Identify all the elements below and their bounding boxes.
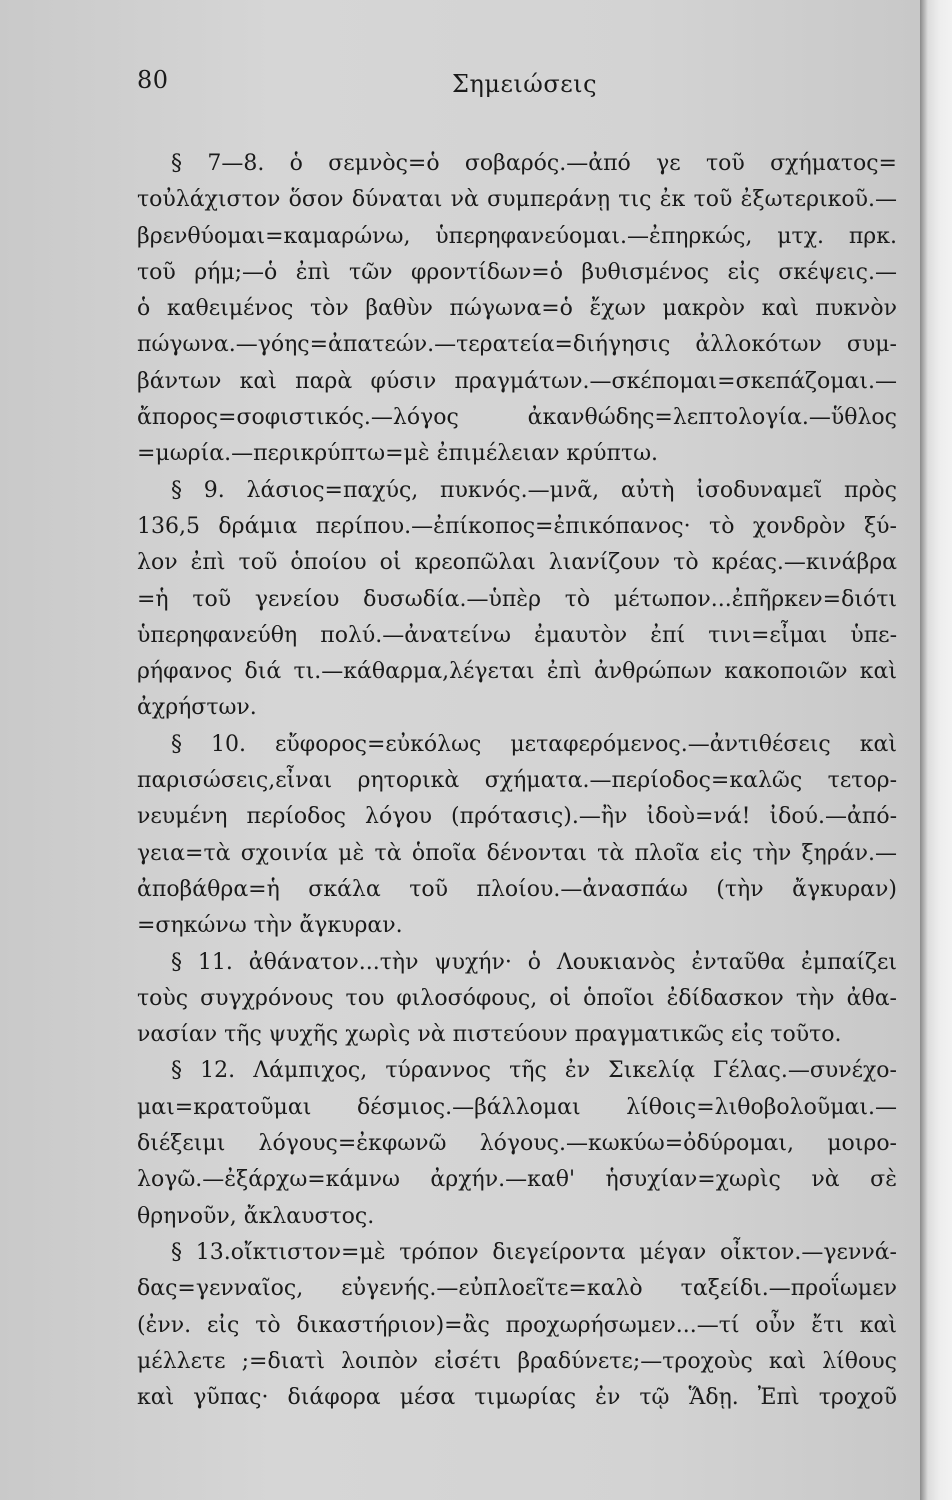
text-line: τοὺς συγχρόνους του φιλοσόφους, οἱ ὁποῖοι ἐδίδασκον τὴν ἀθα-: [137, 985, 897, 1011]
text-line: τοῦ ρήμ;—ὁ ἐπὶ τῶν φροντίδων=ὁ βυθισμένος εἰς σκέψεις.—: [137, 259, 897, 285]
notes-body: [137, 146, 897, 1416]
text-line: λογῶ.—ἐξάρχω=κάμνω ἀρχήν.—καθ' ἡσυχίαν=χωρὶς νὰ σὲ: [137, 1167, 897, 1193]
text-line: νευμένη περίοδος λόγου (πρότασις).—ἢν ἰδοὺ=νά! ἰδού.—ἀπό-: [137, 804, 897, 830]
page-number: 80: [137, 66, 169, 94]
text-line: ὑπερηφανεύθη πολύ.—ἀνατείνω ἐμαυτὸν ἐπί τινι=εἶμαι ὑπε-: [137, 622, 897, 648]
text-line: =μωρία.—περικρύπτω=μὲ ἐπιμέλειαν κρύπτω.: [137, 441, 659, 467]
text-line: ὁ καθειμένος τὸν βαθὺν πώγωνα=ὁ ἔχων μακρὸν καὶ πυκνὸν: [137, 296, 897, 322]
text-line: § 12. Λάμπιχος, τύραννος τῆς ἐν Σικελίᾳ Γέλας.—συνέχο-: [171, 1058, 897, 1084]
text-line: =ἡ τοῦ γενείου δυσωδία.—ὑπὲρ τὸ μέτωπον...ἐπῆρκεν=διότι: [137, 586, 897, 612]
text-line: μέλλετε ;=διατὶ λοιπὸν εἰσέτι βραδύνετε;—τροχοὺς καὶ λίθους: [137, 1348, 897, 1374]
text-line: 136,5 δράμια περίπου.—ἐπίκοπος=ἐπικόπανος· τὸ χονδρὸν ξύ-: [137, 513, 897, 539]
text-line: παρισώσεις,εἶναι ρητορικὰ σχήματα.—περίοδος=καλῶς τετορ-: [137, 768, 897, 794]
text-line: λον ἐπὶ τοῦ ὁποίου οἱ κρεοπῶλαι λιανίζουν τὸ κρέας.—κινάβρα: [137, 550, 897, 576]
text-line: ἄπορος=σοφιστικός.—λόγος ἀκανθώδης=λεπτολογία.—ὕθλος: [137, 405, 897, 431]
text-line: διέξειμι λόγους=ἐκφωνῶ λόγους.—κωκύω=ὀδύρομαι, μοιρο-: [137, 1131, 897, 1157]
text-line: τοὐλάχιστον ὅσον δύναται νὰ συμπεράνῃ τις ἐκ τοῦ ἐξωτερικοῦ.—: [137, 187, 897, 213]
text-line: § 7—8. ὁ σεμνὸς=ὁ σοβαρός.—ἀπό γε τοῦ σχήματος=: [171, 151, 897, 176]
text-line: θρηνοῦν, ἄκλαυστος.: [137, 1203, 375, 1229]
text-line: καὶ γῦπας· διάφορα μέσα τιμωρίας ἐν τῷ Ἅδῃ. Ἐπὶ τροχοῦ: [137, 1385, 897, 1411]
running-title: Σημειώσεις: [452, 70, 598, 98]
text-line: πώγωνα.—γόης=ἀπατεών.—τερατεία=διήγησις ἀλλοκότων συμ-: [137, 332, 897, 358]
text-line: (ἐνν. εἰς τὸ δικαστήριον)=ἂς προχωρήσωμεν...—τί οὖν ἔτι καὶ: [137, 1312, 897, 1338]
text-line: § 13.οἴκτιστον=μὲ τρόπον διεγείροντα μέγαν οἶκτον.—γεννά-: [171, 1239, 897, 1265]
text-line: βάντων καὶ παρὰ φύσιν πραγμάτων.—σκέπομαι=σκεπάζομαι.—: [137, 368, 897, 394]
text-line: μαι=κρατοῦμαι δέσμιος.—βάλλομαι λίθοις=λιθοβολοῦμαι.—: [137, 1094, 897, 1120]
text-line: § 9. λάσιος=παχύς, πυκνός.—μνᾶ, αὐτὴ ἰσοδυναμεῖ πρὸς: [171, 477, 897, 503]
text-line: βρενθύομαι=καμαρώνω, ὑπερηφανεύομαι.—ἐπηρκώς, μτχ. πρκ.: [137, 223, 897, 249]
page-edge-shadow: [920, 0, 952, 1500]
text-line: ἀποβάθρα=ἡ σκάλα τοῦ πλοίου.—ἀνασπάω (τὴν ἄγκυραν): [137, 876, 897, 902]
text-line: § 11. ἀθάνατον...τὴν ψυχήν· ὁ Λουκιανὸς ἐνταῦθα ἐμπαίζει: [171, 949, 897, 975]
text-line: ἀχρήστων.: [137, 695, 257, 721]
text-line: γεια=τὰ σχοινία μὲ τὰ ὁποῖα δένονται τὰ πλοῖα εἰς τὴν ξηράν.—: [137, 840, 897, 866]
text-line: ρήφανος διά τι.—κάθαρμα,λέγεται ἐπὶ ἀνθρώπων κακοποιῶν καὶ: [137, 659, 897, 685]
text-line: νασίαν τῆς ψυχῆς χωρὶς νὰ πιστεύουν πραγματικῶς εἰς τοῦτο.: [137, 1022, 842, 1048]
text-line: =σηκώνω τὴν ἄγκυραν.: [137, 913, 403, 939]
text-line: δας=γενναῖος, εὐγενής.—εὐπλοεῖτε=καλὸ ταξείδι.—προΐωμεν: [137, 1276, 897, 1302]
text-line: § 10. εὔφορος=εὐκόλως μεταφερόμενος.—ἀντιθέσεις καὶ: [171, 731, 897, 757]
